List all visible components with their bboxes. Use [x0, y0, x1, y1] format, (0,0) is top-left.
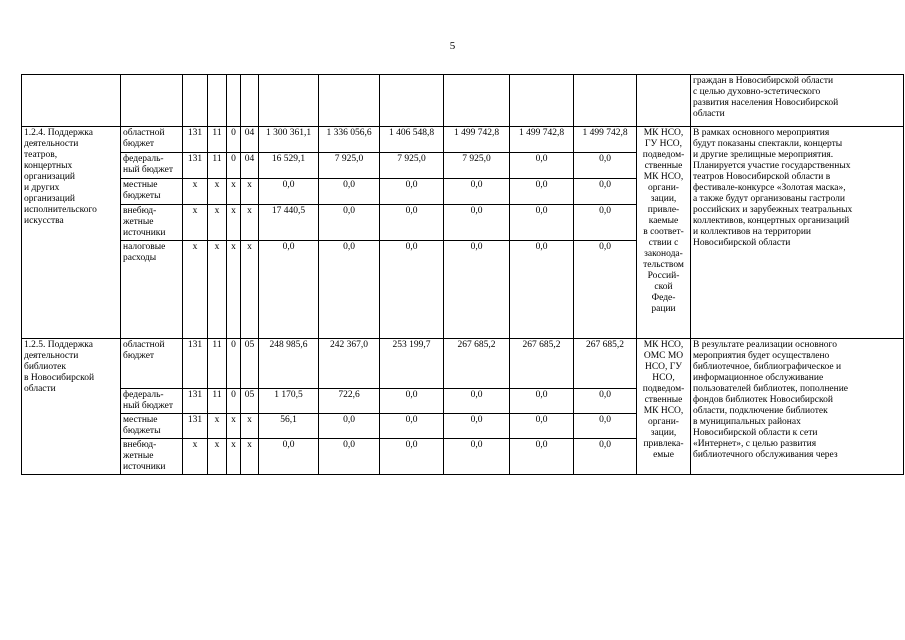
value-cell: 1 300 361,1 [259, 127, 319, 153]
value-cell: 0,0 [319, 241, 380, 339]
value-cell: 0,0 [510, 205, 574, 241]
code-cell: x [227, 439, 241, 475]
code-cell: 131 [183, 127, 208, 153]
source-cell: федераль- ный бюджет [121, 153, 183, 179]
value-cell: 267 685,2 [510, 339, 574, 389]
value-cell: 0,0 [574, 241, 637, 339]
value-cell [574, 75, 637, 127]
value-cell: 242 367,0 [319, 339, 380, 389]
activity-name-cell [22, 75, 121, 127]
code-cell: x [208, 414, 227, 439]
value-cell: 0,0 [444, 439, 510, 475]
code-cell: 0 [227, 339, 241, 389]
code-cell: 04 [241, 127, 259, 153]
value-cell: 1 499 742,8 [444, 127, 510, 153]
page-number: 5 [449, 40, 456, 52]
code-cell: x [208, 179, 227, 205]
code-cell: 0 [227, 389, 241, 414]
value-cell: 1 170,5 [259, 389, 319, 414]
value-cell: 0,0 [574, 205, 637, 241]
code-cell: x [183, 439, 208, 475]
code-cell: 131 [183, 389, 208, 414]
code-cell: x [208, 439, 227, 475]
value-cell: 267 685,2 [444, 339, 510, 389]
code-cell: x [227, 179, 241, 205]
code-cell: 131 [183, 414, 208, 439]
value-cell: 0,0 [510, 414, 574, 439]
value-cell: 7 925,0 [444, 153, 510, 179]
code-cell [183, 75, 208, 127]
source-cell: местные бюджеты [121, 414, 183, 439]
value-cell: 248 985,6 [259, 339, 319, 389]
value-cell: 0,0 [380, 179, 444, 205]
result-cell: граждан в Новосибирской области с целью духовно-эстетического развития населения Новосибирской области [691, 75, 904, 127]
value-cell: 0,0 [574, 153, 637, 179]
code-cell: x [241, 414, 259, 439]
value-cell [259, 75, 319, 127]
value-cell: 0,0 [510, 153, 574, 179]
code-cell: x [241, 179, 259, 205]
value-cell: 722,6 [319, 389, 380, 414]
code-cell: 0 [227, 153, 241, 179]
value-cell: 0,0 [380, 414, 444, 439]
value-cell: 0,0 [574, 389, 637, 414]
executor-cell: МК НСО, ГУ НСО, подведом- ственные МК НСО, органи- зации, привле- каемые в соответ- ствии с законода- тельством Россий- ской Феде- рации [637, 127, 691, 339]
value-cell: 0,0 [380, 241, 444, 339]
value-cell: 0,0 [319, 205, 380, 241]
code-cell: x [208, 241, 227, 339]
code-cell [227, 75, 241, 127]
value-cell [444, 75, 510, 127]
value-cell: 0,0 [510, 179, 574, 205]
value-cell: 1 406 548,8 [380, 127, 444, 153]
executor-cell: МК НСО, ОМС МО НСО, ГУ НСО, подведом- ственные МК НСО, органи- зации, привлека- емые [637, 339, 691, 475]
source-cell: налоговые расходы [121, 241, 183, 339]
code-cell: 131 [183, 339, 208, 389]
value-cell: 0,0 [510, 389, 574, 414]
code-cell: x [208, 205, 227, 241]
code-cell: 131 [183, 153, 208, 179]
value-cell: 0,0 [319, 179, 380, 205]
value-cell: 0,0 [574, 439, 637, 475]
code-cell: x [227, 241, 241, 339]
executor-cell [637, 75, 691, 127]
result-cell: В результате реализации основного мероприятия будет осуществлено библиотечное, библиографическое и информационное обслуживание пользователей библиотек, пополнение фондов библиотек Новосибирской области, подключение библиотек в муниципальных районах Новосибирской области к сети «Интернет», с целью развития библиотечного обслуживания через [691, 339, 904, 475]
value-cell: 0,0 [574, 414, 637, 439]
result-cell: В рамках основного мероприятия будут показаны спектакли, концерты и другие зрелищные мероприятия. Планируется участие государственных театров Новосибирской области в фестивале-конкурсе «Золотая маска», а также будут организованы гастроли российских и зарубежных театральных коллективов, концертных организаций и коллективов на территории Новосибирской области [691, 127, 904, 339]
table-row [22, 339, 904, 389]
value-cell: 0,0 [259, 179, 319, 205]
code-cell: 05 [241, 389, 259, 414]
value-cell: 0,0 [444, 389, 510, 414]
code-cell: x [183, 205, 208, 241]
code-cell: 05 [241, 339, 259, 389]
code-cell: 11 [208, 153, 227, 179]
source-cell: местные бюджеты [121, 179, 183, 205]
value-cell: 0,0 [510, 241, 574, 339]
value-cell: 253 199,7 [380, 339, 444, 389]
value-cell: 0,0 [259, 241, 319, 339]
code-cell: x [227, 414, 241, 439]
source-cell: областной бюджет [121, 127, 183, 153]
value-cell: 7 925,0 [380, 153, 444, 179]
value-cell [319, 75, 380, 127]
value-cell: 0,0 [259, 439, 319, 475]
source-cell: областной бюджет [121, 339, 183, 389]
activity-name-cell: 1.2.4. Поддержка деятельности театров, концертных организаций и других организаций исполнительского искусства [22, 127, 121, 339]
value-cell: 0,0 [444, 179, 510, 205]
value-cell: 17 440,5 [259, 205, 319, 241]
activities-table [21, 74, 904, 475]
value-cell: 0,0 [319, 414, 380, 439]
table-row [22, 75, 904, 127]
source-cell: внебюд- жетные источники [121, 439, 183, 475]
code-cell: x [241, 241, 259, 339]
source-cell: внебюд- жетные источники [121, 205, 183, 241]
table-row [22, 127, 904, 153]
code-cell: 0 [227, 127, 241, 153]
value-cell: 0,0 [574, 179, 637, 205]
value-cell [380, 75, 444, 127]
value-cell: 0,0 [380, 389, 444, 414]
value-cell: 56,1 [259, 414, 319, 439]
value-cell: 1 336 056,6 [319, 127, 380, 153]
code-cell: x [227, 205, 241, 241]
value-cell: 0,0 [444, 205, 510, 241]
code-cell [208, 75, 227, 127]
code-cell: x [183, 179, 208, 205]
code-cell: 04 [241, 153, 259, 179]
code-cell: 11 [208, 339, 227, 389]
value-cell: 0,0 [444, 414, 510, 439]
activity-name-cell: 1.2.5. Поддержка деятельности библиотек в Новосибирской области [22, 339, 121, 475]
code-cell: x [241, 205, 259, 241]
value-cell: 1 499 742,8 [510, 127, 574, 153]
value-cell: 267 685,2 [574, 339, 637, 389]
code-cell: x [183, 241, 208, 339]
code-cell [241, 75, 259, 127]
source-cell: федераль- ный бюджет [121, 389, 183, 414]
value-cell: 0,0 [380, 205, 444, 241]
value-cell: 16 529,1 [259, 153, 319, 179]
source-cell [121, 75, 183, 127]
value-cell: 1 499 742,8 [574, 127, 637, 153]
code-cell: x [241, 439, 259, 475]
value-cell: 0,0 [510, 439, 574, 475]
code-cell: 11 [208, 389, 227, 414]
value-cell: 0,0 [319, 439, 380, 475]
code-cell: 11 [208, 127, 227, 153]
value-cell: 7 925,0 [319, 153, 380, 179]
value-cell [510, 75, 574, 127]
value-cell: 0,0 [380, 439, 444, 475]
value-cell: 0,0 [444, 241, 510, 339]
